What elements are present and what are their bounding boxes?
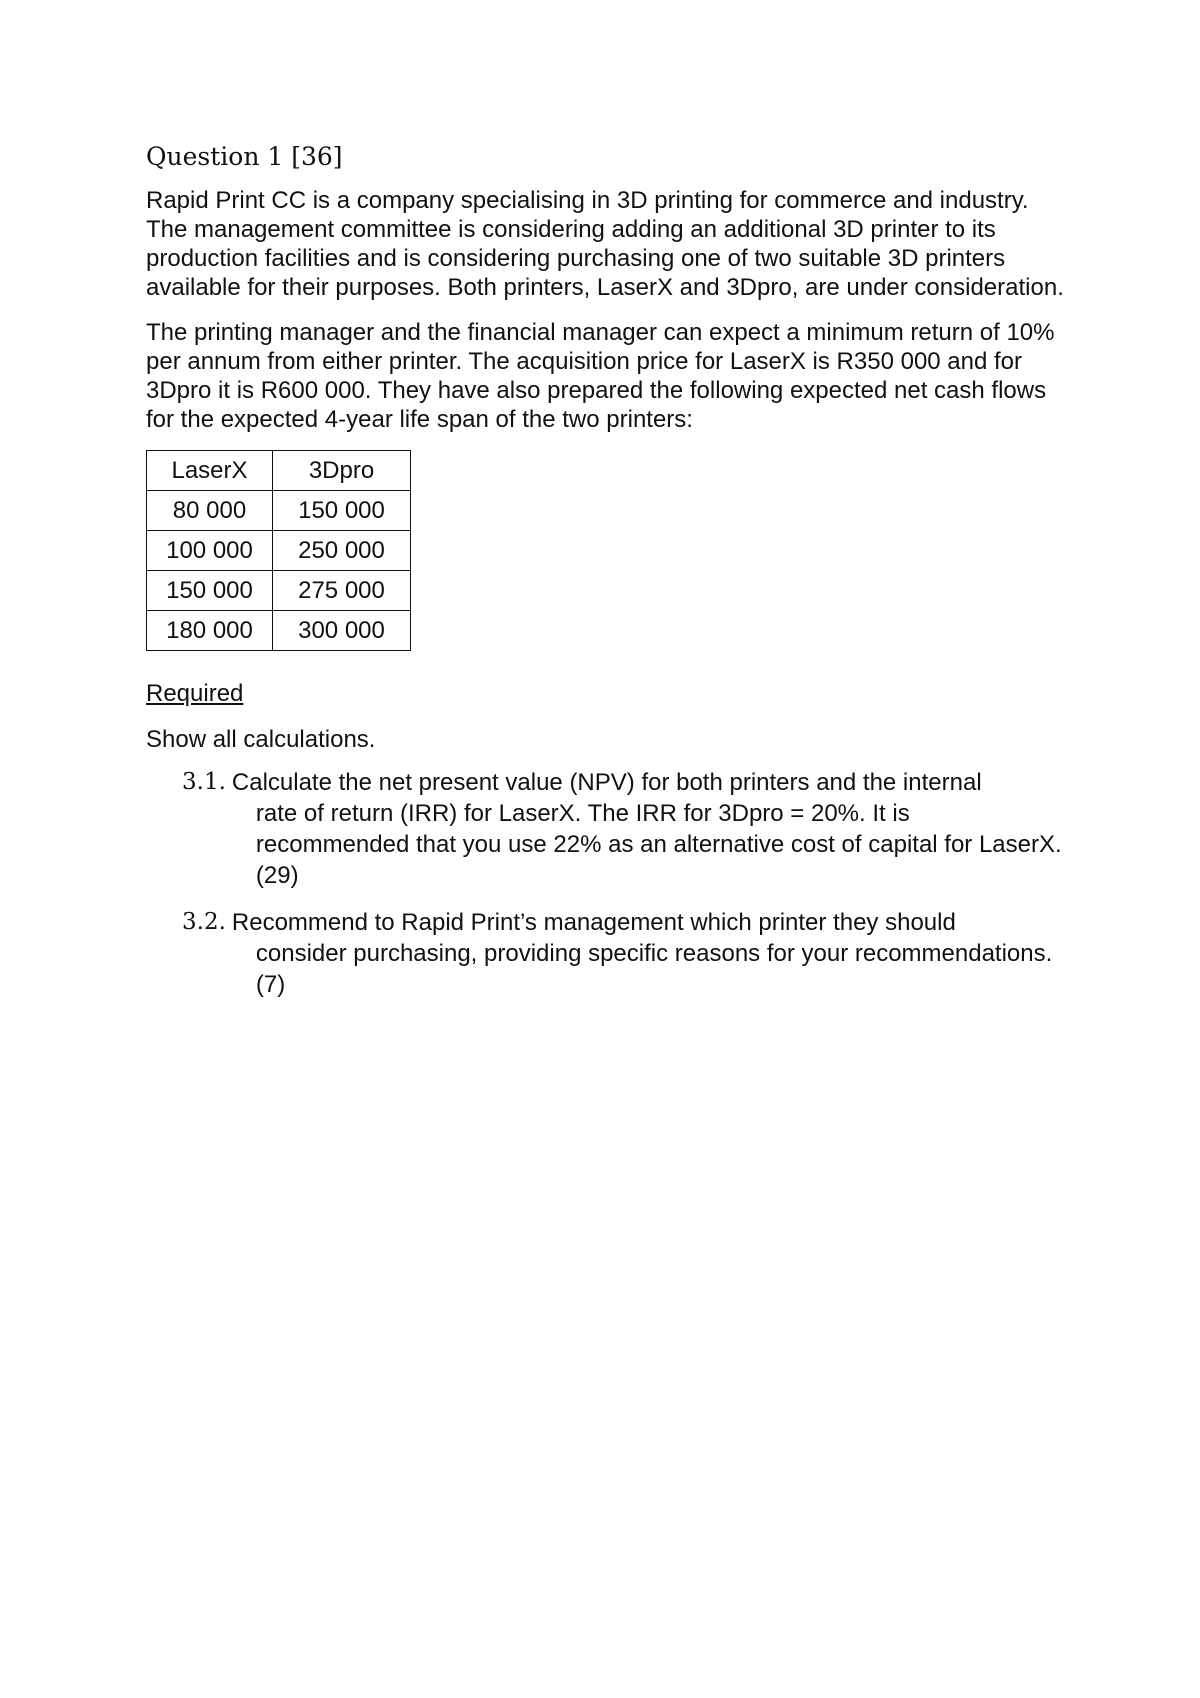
- task-item: [146, 907, 1066, 1000]
- instruction-text: Show all calculations.: [146, 726, 376, 753]
- table-cell-3dpro: 250 000: [273, 531, 411, 571]
- table-cell-3dpro: 300 000: [273, 611, 411, 651]
- table-row: [147, 531, 411, 571]
- task-number: 3.2.: [182, 909, 226, 935]
- task-number: 3.1.: [182, 769, 226, 795]
- cash-flow-paragraph: The printing manager and the financial manager can expect a minimum return of 10% per annum from either printer. The acquisition price for LaserX is R350 000 and for 3Dpro it is R600 000. They have also prepared the following expected net cash flows for the expected 4-year life span of the two printers:: [146, 319, 1055, 433]
- intro-paragraph: Rapid Print CC is a company specialising in 3D printing for commerce and industry. The management committee is considering adding an additional 3D printer to its production facilities and is considering purchasing one of two suitable 3D printers available for their purposes. Both printers, LaserX and 3Dpro, are under consideration.: [146, 187, 1064, 301]
- cash-flow-table: [146, 450, 411, 651]
- table-cell-laserx: 100 000: [147, 531, 273, 571]
- task-item: [146, 767, 1066, 891]
- table-header-3dpro: 3Dpro: [273, 451, 411, 491]
- table-cell-laserx: 180 000: [147, 611, 273, 651]
- table-cell-laserx: 150 000: [147, 571, 273, 611]
- task-text-continuation: rate of return (IRR) for LaserX. The IRR for 3Dpro = 20%. It is recommended that you use 22% as an alternative cost of capital for LaserX. (29): [255, 800, 1062, 889]
- question-title: Question 1 [36]: [146, 142, 343, 171]
- required-heading: Required: [146, 680, 244, 707]
- table-cell-laserx: 80 000: [147, 491, 273, 531]
- task-text-continuation: consider purchasing, providing specific reasons for your recommendations.(7): [255, 940, 1053, 998]
- table-header-row: [147, 451, 411, 491]
- task-text: [232, 907, 1066, 1000]
- table-cell-3dpro: 275 000: [273, 571, 411, 611]
- table-row: [147, 571, 411, 611]
- task-text-first-line: Calculate the net present value (NPV) for both printers and the internal: [231, 769, 982, 796]
- task-text-first-line: Recommend to Rapid Print’s management which printer they should: [231, 909, 956, 936]
- task-text: [232, 767, 1066, 891]
- table-row: [147, 491, 411, 531]
- table-cell-3dpro: 150 000: [273, 491, 411, 531]
- table-row: [147, 611, 411, 651]
- document-page: [146, 140, 1066, 1016]
- table-header-laserx: LaserX: [147, 451, 273, 491]
